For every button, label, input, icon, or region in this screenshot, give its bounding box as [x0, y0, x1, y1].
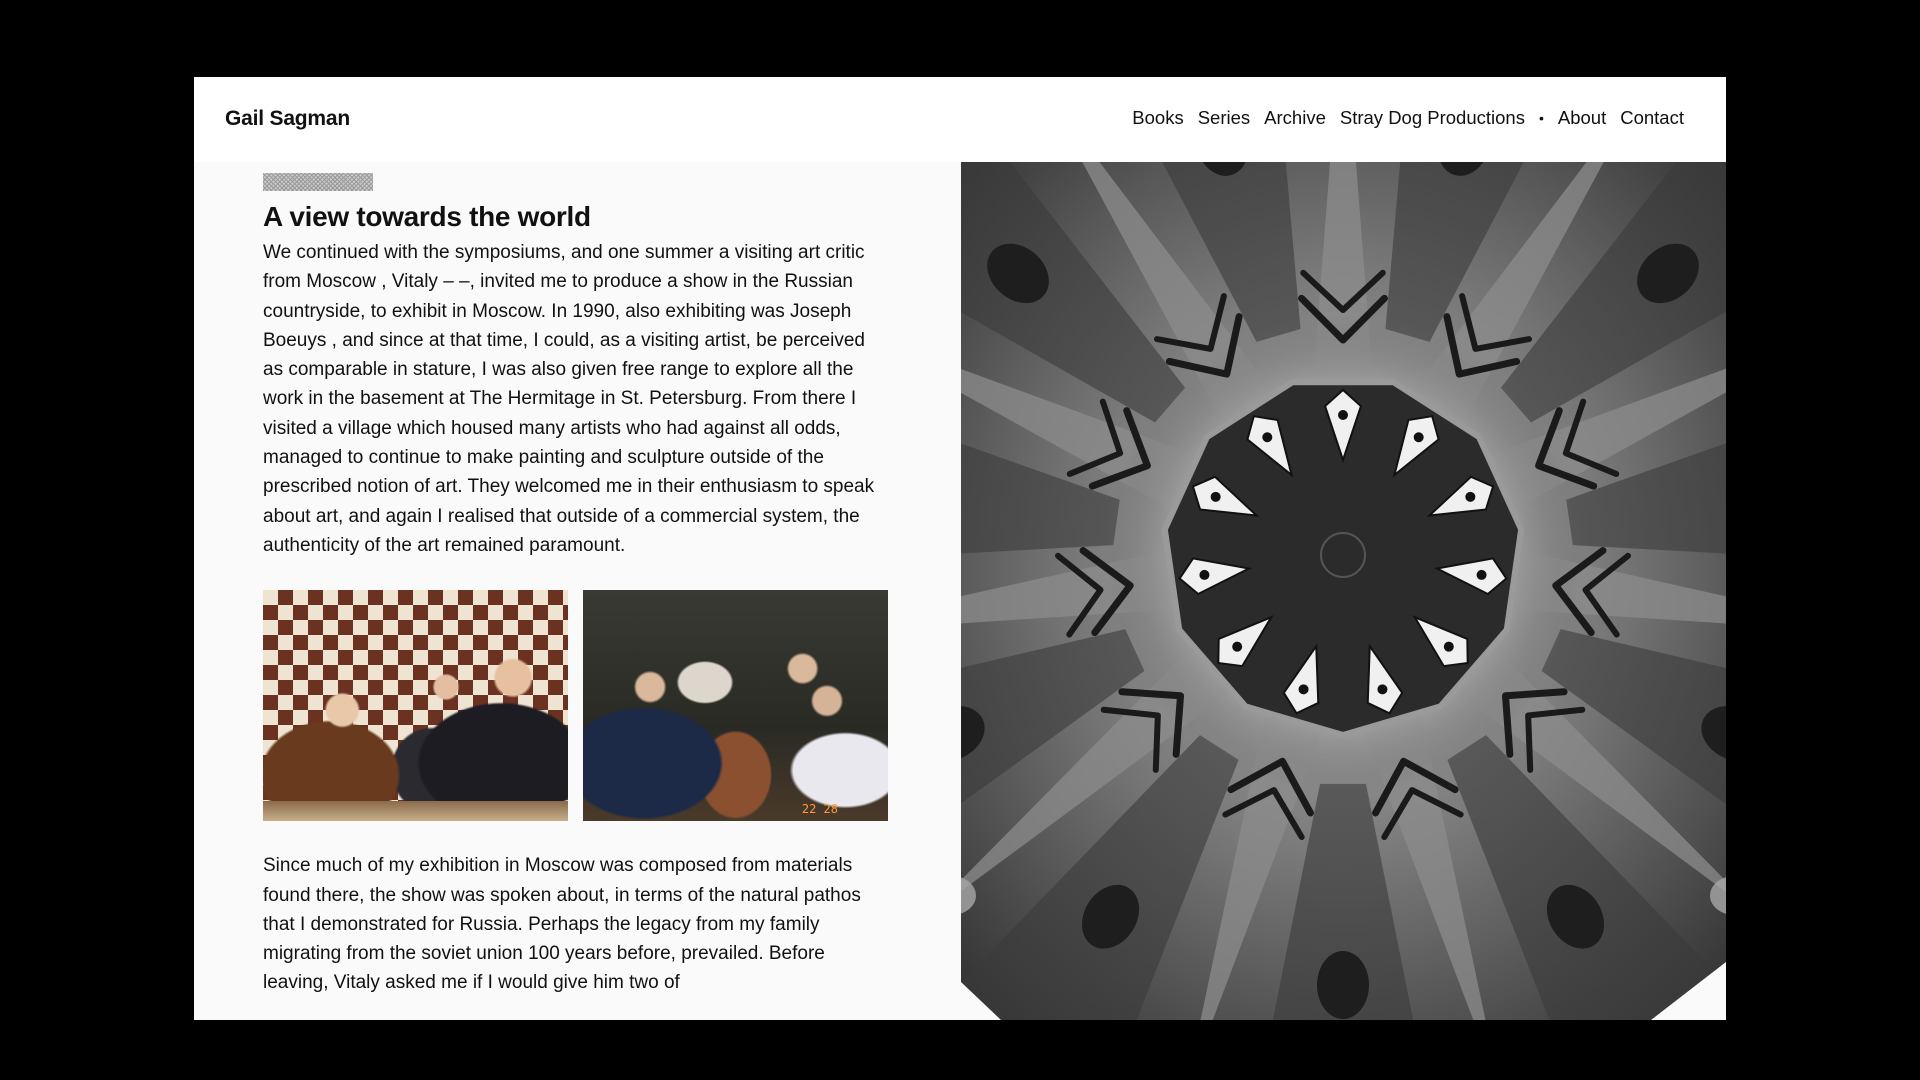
article-title: A view towards the world	[263, 201, 591, 232]
nav-archive[interactable]: Archive	[1264, 107, 1326, 128]
artwork-eye-pupil	[1211, 492, 1221, 502]
nav-separator: •	[1538, 110, 1544, 126]
photo-gathering-studio-table[interactable]	[583, 590, 888, 821]
kaleidoscope-artwork-graphic	[961, 162, 1726, 1020]
article-paragraph: Since much of my exhibition in Moscow was composed from materials found there, the show was spoken about, in terms of the natural pathos that I demonstrated for Russia. Perhaps the legacy from my family migrating from the soviet union 100 years before, prevailed. Before leaving, Vitaly asked me if I would give him two of	[263, 855, 861, 994]
artwork-eye-pupil	[1262, 432, 1272, 442]
photo-datestamp: 22 28	[801, 802, 838, 817]
artwork-eye-pupil	[1444, 642, 1454, 652]
site-title-link[interactable]: Gail Sagman	[225, 107, 351, 130]
artwork-eye-pupil	[1338, 410, 1348, 420]
category-label-chip	[263, 173, 373, 191]
artwork-eye-pupil	[1377, 684, 1387, 694]
site-header	[194, 77, 1726, 162]
nav-series[interactable]: Series	[1197, 107, 1251, 128]
article	[263, 173, 888, 998]
nav-stray-dog-productions[interactable]: Stray Dog Productions	[1339, 107, 1525, 128]
kaleidoscope-artwork-image[interactable]	[961, 162, 1726, 1020]
article-paragraph: We continued with the symposiums, and one summer a visiting art critic from Moscow , Vitaly – –, invited me to produce a show in the Russian countryside, to exhibit in Moscow. In 1990, also exhibiting was Joseph Boeuys , and since at that time, I could, as a visiting artist, be perceived as comparable in stature, I was also given free range to explore all the work in the basement at The Hermitage in St. Petersburg. From there I visited a village which housed many artists who had against all odds, managed to continue to make painting and sculpture outside of the prescribed notion of art. They welcomed me in their enthusiasm to speak about art, and again I realised that outside of a commercial system, the authenticity of the art remained paramount.	[263, 242, 875, 556]
artwork-eye-pupil	[1414, 432, 1424, 442]
nav-about[interactable]: About	[1557, 107, 1607, 128]
artwork-eye-pupil	[1299, 684, 1309, 694]
artwork-eye-pupil	[1232, 642, 1242, 652]
nav-books[interactable]: Books	[1132, 107, 1184, 128]
browser-page	[194, 77, 1726, 1020]
main-nav	[1132, 107, 1684, 129]
artwork-figure	[1317, 951, 1369, 1019]
photo-row	[263, 590, 888, 821]
artwork-eye-pupil	[1477, 570, 1487, 580]
photo-gathering-checkered-wall[interactable]	[263, 590, 568, 821]
artwork-eye-pupil	[1465, 492, 1475, 502]
artwork-eye-pupil	[1199, 570, 1209, 580]
nav-contact[interactable]: Contact	[1620, 107, 1684, 128]
